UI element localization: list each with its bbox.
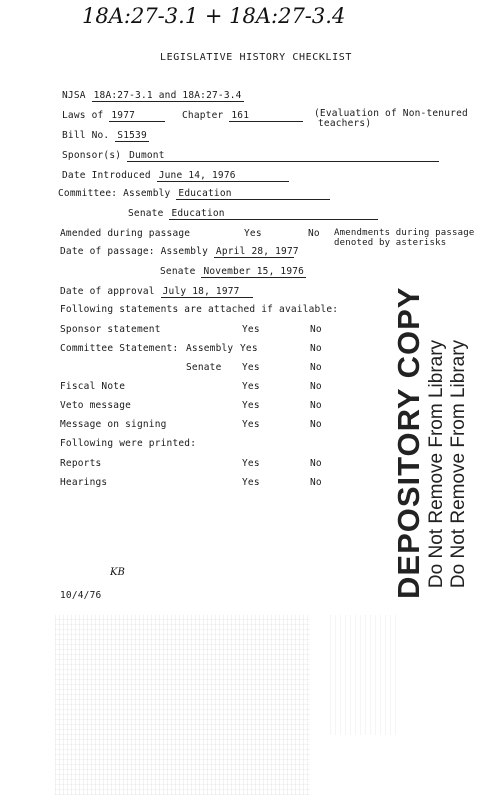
reports-label: Reports [60,458,102,469]
hearings-label: Hearings [60,477,108,488]
following-attached-heading: Following statements are attached if available: [60,304,339,315]
subject-line2: teachers) [318,118,372,129]
hearings-no: No [310,477,322,488]
scan-noise-area [55,615,310,795]
passage-senate-label: Senate [160,266,196,277]
amended-yes: Yes [244,228,262,239]
fiscal-note-no: No [310,381,322,392]
cs-assembly-yes: Yes [240,343,258,354]
laws-of-label: Laws of [62,110,104,121]
passage-senate-value: November 15, 1976 [203,266,305,277]
date-of-passage-label: Date of passage: [60,246,155,257]
passage-assembly-value: April 28, 1977 [215,246,299,257]
veto-message-label: Veto message [60,400,132,411]
subject-line1: (Evaluation of Non-tenured [314,108,468,119]
fiscal-note-yes: Yes [242,381,260,392]
handwritten-statute-title: 18A:27-3.1 + 18A:27-3.4 [82,4,346,28]
date-introduced-row [62,170,289,182]
sponsor-statement-label: Sponsor statement [60,324,161,335]
scan-noise-area-right [330,615,400,735]
depository-stamp [391,286,470,599]
laws-of-value: 1977 [109,111,165,122]
njsa-label: NJSA [62,90,86,101]
date-introduced-value: June 14, 1976 [157,171,289,182]
committee-label: Committee: [58,188,118,199]
amendments-note-line2: denoted by asterisks [334,238,447,248]
reports-no: No [310,458,322,469]
committee-senate-label: Senate [128,208,164,219]
sponsor-value: Dumont [127,151,439,162]
cs-senate-yes: Yes [242,362,260,373]
form-title: LEGISLATIVE HISTORY CHECKLIST [160,52,352,63]
cs-senate-label: Senate [186,362,222,373]
initials: KB [110,567,125,578]
bill-row [62,130,149,142]
date-of-approval-value: July 18, 1977 [161,287,253,298]
cs-assembly-label: Assembly [186,343,234,354]
sponsor-statement-yes: Yes [242,324,260,335]
message-on-signing-no: No [310,419,322,430]
stamp-do-not-remove-2: Do Not Remove From Library [448,339,469,589]
message-on-signing-label: Message on signing [60,419,167,430]
veto-message-no: No [310,400,322,411]
stamp-depository-copy: DEPOSITORY COPY [391,286,426,599]
njsa-row [62,90,244,102]
bill-label: Bill No. [62,130,110,141]
committee-assembly-row [58,188,330,200]
sponsor-statement-no: No [310,324,322,335]
amended-no: No [308,228,320,239]
committee-assembly-label: Assembly [123,188,171,199]
veto-message-yes: Yes [242,400,260,411]
date-of-approval-label: Date of approval [60,286,155,297]
amended-label: Amended during passage [60,228,191,239]
stamp-do-not-remove-1: Do Not Remove From Library [426,339,447,589]
committee-assembly-value: Education [176,189,330,200]
committee-statement-label: Committee Statement: [60,343,179,354]
committee-senate-value: Education [169,209,378,220]
chapter-row [182,110,303,122]
approval-row [60,286,253,298]
amendments-note-line1: Amendments during passage [334,228,475,238]
passage-assembly-row [60,246,299,258]
reports-yes: Yes [242,458,260,469]
bill-value: S1539 [117,130,147,141]
cs-assembly-no: No [310,343,322,354]
sponsor-label: Sponsor(s) [62,150,122,161]
chapter-value: 161 [229,111,303,122]
laws-row [62,110,165,122]
cs-senate-no: No [310,362,322,373]
date-introduced-label: Date Introduced [62,170,151,181]
fiscal-note-label: Fiscal Note [60,381,126,392]
following-printed-heading: Following were printed: [60,438,197,449]
sponsor-row [62,150,439,162]
passage-assembly-label: Assembly [160,246,208,257]
chapter-label: Chapter [182,110,224,121]
message-on-signing-yes: Yes [242,419,260,430]
committee-senate-row [128,208,378,220]
hearings-yes: Yes [242,477,260,488]
passage-senate-row [160,266,306,278]
footer-date: 10/4/76 [60,590,102,601]
njsa-value: 18A:27-3.1 and 18A:27-3.4 [93,90,242,101]
